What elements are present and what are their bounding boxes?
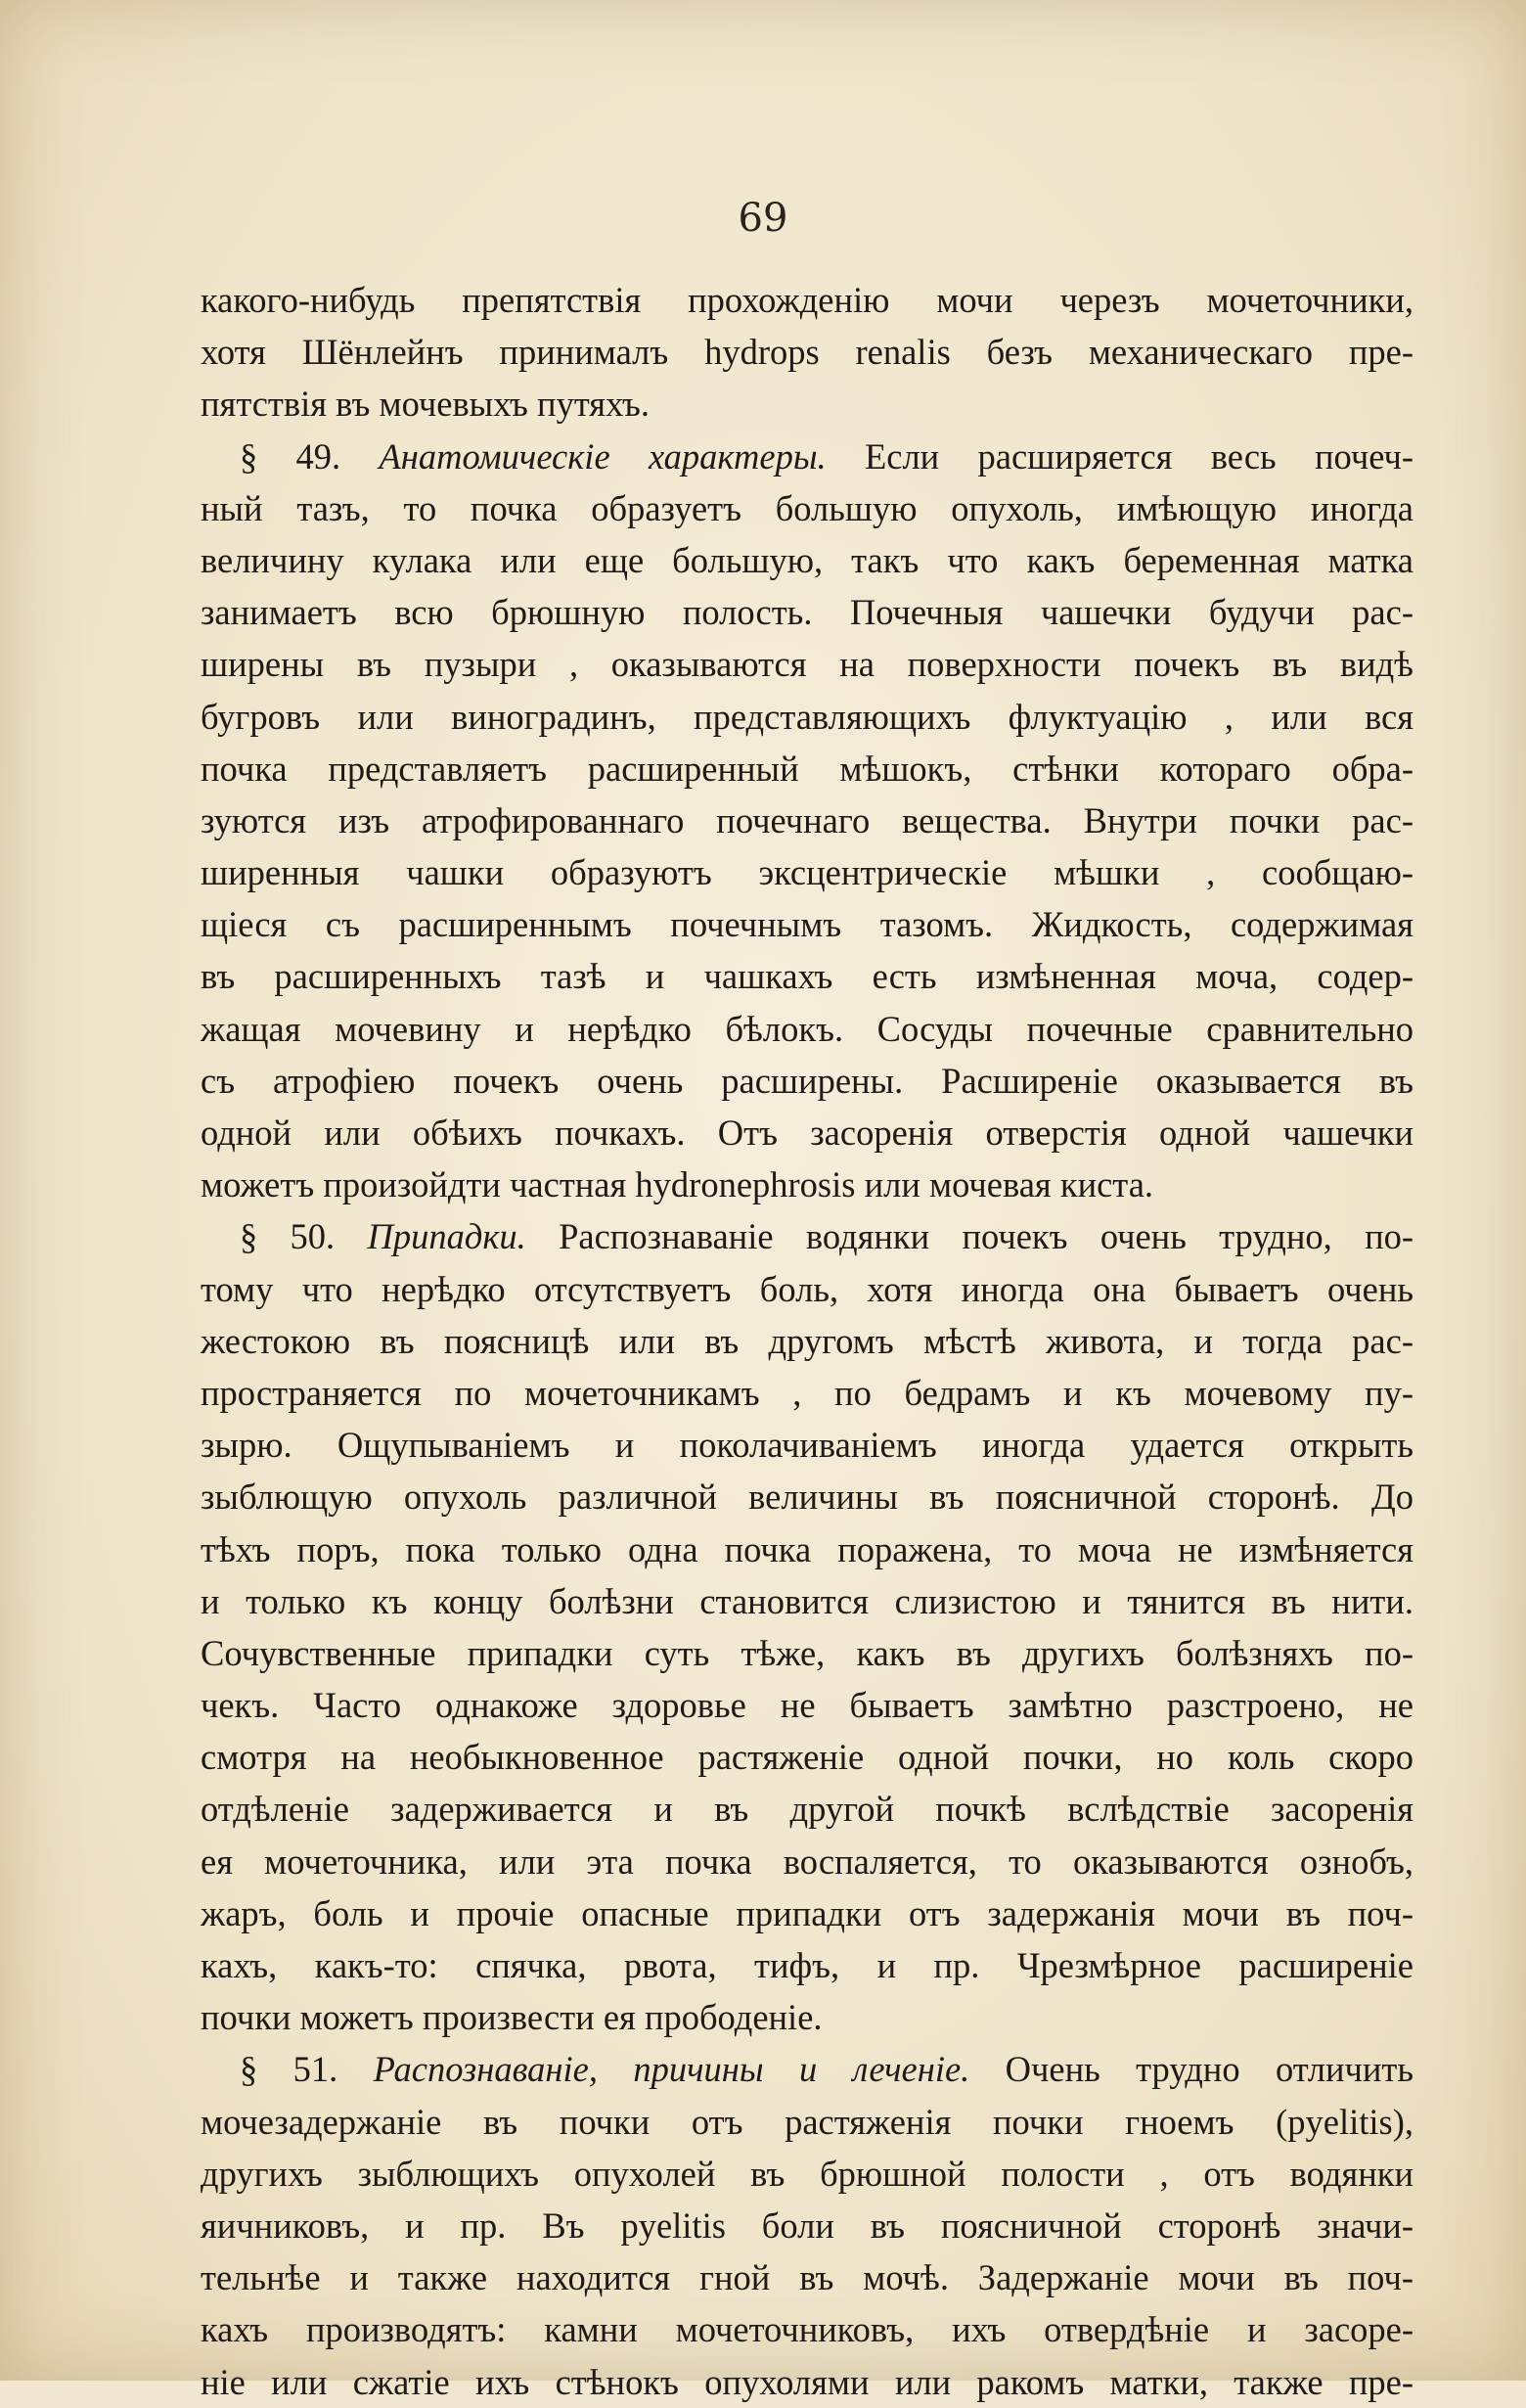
line-text: ширены въ пузыри , оказываются на поверхности почекъ въ видѣ — [201, 644, 1414, 685]
line-text: жестокою въ поясницѣ или въ другомъ мѣстѣ живота, и тогда рас- — [201, 1320, 1414, 1361]
line-text: отдѣленіе задерживается и въ другой почкѣ вслѣдствіе засоренія — [201, 1789, 1414, 1830]
line-text: щіеся съ расширеннымъ почечнымъ тазомъ. Жидкость, содержимая — [201, 904, 1414, 945]
text-line — [201, 2303, 1414, 2355]
body-text — [201, 274, 1414, 2408]
line-text: бугровъ или виноградинъ, представляющихъ флуктуацію , или вся — [201, 696, 1414, 737]
line-text: можетъ произойдти частная hydronephrosis или мочевая киста. — [201, 1164, 1154, 1205]
line-text: кахъ, какъ-то: спячка, рвота, тифъ, и пр. Чрезмѣрное расширеніе — [201, 1945, 1414, 1985]
text-line — [201, 378, 1414, 430]
text-line — [201, 1783, 1414, 1835]
line-text: мочезадержаніе въ почки отъ растяженія почки гноемъ (pyelitis), — [201, 2101, 1414, 2142]
text-line — [201, 534, 1414, 586]
text-line — [201, 691, 1414, 743]
text-line — [201, 2251, 1414, 2303]
line-text: жащая мочевину и нерѣдко бѣлокъ. Сосуды почечные сравнительно — [201, 1008, 1414, 1049]
text-line — [201, 1887, 1414, 1939]
text-line — [201, 1367, 1414, 1419]
text-line — [201, 1575, 1414, 1627]
paragraph-start-line — [201, 2043, 1414, 2095]
line-text: одной или обѣихъ почкахъ. Отъ засоренія отверстія одной чашечки — [201, 1113, 1414, 1153]
line-text: въ расширенныхъ тазѣ и чашкахъ есть измѣненная моча, содер- — [201, 956, 1414, 997]
section-heading: Припадки. — [367, 1216, 526, 1257]
line-text: почки можетъ произвести ея прободеніе. — [201, 1997, 823, 2038]
text-line — [201, 1263, 1414, 1315]
line-text: кахъ производятъ: камни мочеточниковъ, ихъ отвердѣніе и засоре- — [201, 2309, 1414, 2350]
line-text: величину кулака или еще большую, такъ что какъ беременная матка — [201, 539, 1414, 580]
text-line — [201, 2200, 1414, 2251]
text-line — [201, 1315, 1414, 1367]
line-text: Очень трудно отличить — [969, 2049, 1414, 2090]
line-text: тому что нерѣдко отсутствуетъ боль, хотя иногда она бываетъ очень — [201, 1268, 1414, 1309]
line-text: какого-нибудь препятствія прохожденію мочи черезъ мочеточники, — [201, 280, 1414, 320]
line-text: зырю. Ощупываніемъ и поколачиваніемъ иногда удается открыть — [201, 1425, 1414, 1466]
line-text: почка представляетъ расширенный мѣшокъ, стѣнки котораго обра- — [201, 748, 1414, 789]
text-line — [201, 1679, 1414, 1731]
line-text: хотя Шёнлейнъ принималъ hydrops renalis безъ механическаго пре- — [201, 332, 1414, 373]
text-line — [201, 1471, 1414, 1522]
line-text: ніе или сжатіе ихъ стѣнокъ опухолями или ракомъ матки, также пре- — [201, 2361, 1414, 2402]
text-line — [201, 1419, 1414, 1471]
page-number: 69 — [738, 196, 788, 241]
line-text: съ атрофіею почекъ очень расширены. Расширеніе оказывается въ — [201, 1060, 1414, 1101]
text-line — [201, 743, 1414, 795]
line-text: Сочувственные припадки суть тѣже, какъ въ другихъ болѣзняхъ по- — [201, 1632, 1414, 1673]
line-text: зуются изъ атрофированнаго почечнаго вещества. Внутри почки рас- — [201, 799, 1414, 841]
line-text: чекъ. Часто однакоже здоровье не бываетъ замѣтно разстроено, не — [201, 1685, 1414, 1726]
line-text: и только къ концу болѣзни становится слизистою и тянится въ нити. — [201, 1580, 1414, 1621]
text-line — [201, 846, 1414, 898]
section-number: § 50. — [240, 1216, 368, 1257]
text-line — [201, 482, 1414, 534]
text-line — [201, 586, 1414, 638]
text-line — [201, 1055, 1414, 1107]
text-line — [201, 638, 1414, 690]
text-line — [201, 1523, 1414, 1575]
text-line — [201, 1731, 1414, 1783]
line-text: зыблющую опухоль различной величины въ поясничной сторонѣ. До — [201, 1477, 1414, 1518]
line-text: смотря на необыкновенное растяженіе одной почки, но коль скоро — [201, 1737, 1414, 1778]
text-line — [201, 2148, 1414, 2200]
section-heading: Распознаваніе, причины и леченіе. — [373, 2049, 970, 2090]
text-line — [201, 2356, 1414, 2408]
paragraph-start-line — [201, 1210, 1414, 1262]
text-line — [201, 1159, 1414, 1210]
line-text: другихъ зыблющихъ опухолей въ брюшной полости , отъ водянки — [201, 2153, 1414, 2194]
text-line — [201, 1107, 1414, 1159]
section-heading: Анатомическіе характеры. — [379, 435, 827, 477]
text-line — [201, 898, 1414, 950]
text-line — [201, 1003, 1414, 1055]
line-text: ея мочеточника, или эта почка воспаляется, то оказываются ознобъ, — [201, 1840, 1414, 1882]
line-text: пятствія въ мочевыхъ путяхъ. — [201, 384, 650, 425]
text-line — [201, 274, 1414, 326]
line-text: тельнѣе и также находится гной въ мочѣ. Задержаніе мочи въ поч- — [201, 2257, 1414, 2298]
text-line — [201, 1991, 1414, 2043]
text-line — [201, 1627, 1414, 1679]
line-text: яичниковъ, и пр. Въ pyelitis боли въ поясничной сторонѣ значи- — [201, 2204, 1414, 2246]
line-text: ширенныя чашки образуютъ эксцентрическіе мѣшки , сообщаю- — [201, 852, 1414, 893]
line-text: занимаетъ всю брюшную полость. Почечныя чашечки будучи рас- — [201, 592, 1414, 633]
line-text: пространяется по мочеточникамъ , по бедрамъ и къ мочевому пу- — [201, 1372, 1414, 1413]
line-text: ный тазъ, то почка образуетъ большую опухоль, имѣющую иногда — [201, 487, 1414, 528]
section-number: § 51. — [240, 2049, 374, 2090]
text-line — [201, 2096, 1414, 2148]
line-text: Распознаваніе водянки почекъ очень трудно, по- — [525, 1216, 1414, 1257]
text-line — [201, 326, 1414, 378]
line-text: жаръ, боль и прочіе опасные припадки отъ задержанія мочи въ поч- — [201, 1892, 1414, 1933]
section-number: § 49. — [240, 435, 380, 477]
text-line — [201, 1939, 1414, 1991]
text-line — [201, 1836, 1414, 1887]
line-text: тѣхъ поръ, пока только одна почка поражена, то моча не измѣняется — [201, 1528, 1414, 1569]
line-text: Если расширяется весь почеч- — [826, 435, 1414, 477]
text-line — [201, 795, 1414, 846]
paragraph-start-line — [201, 431, 1414, 482]
text-line — [201, 950, 1414, 1002]
